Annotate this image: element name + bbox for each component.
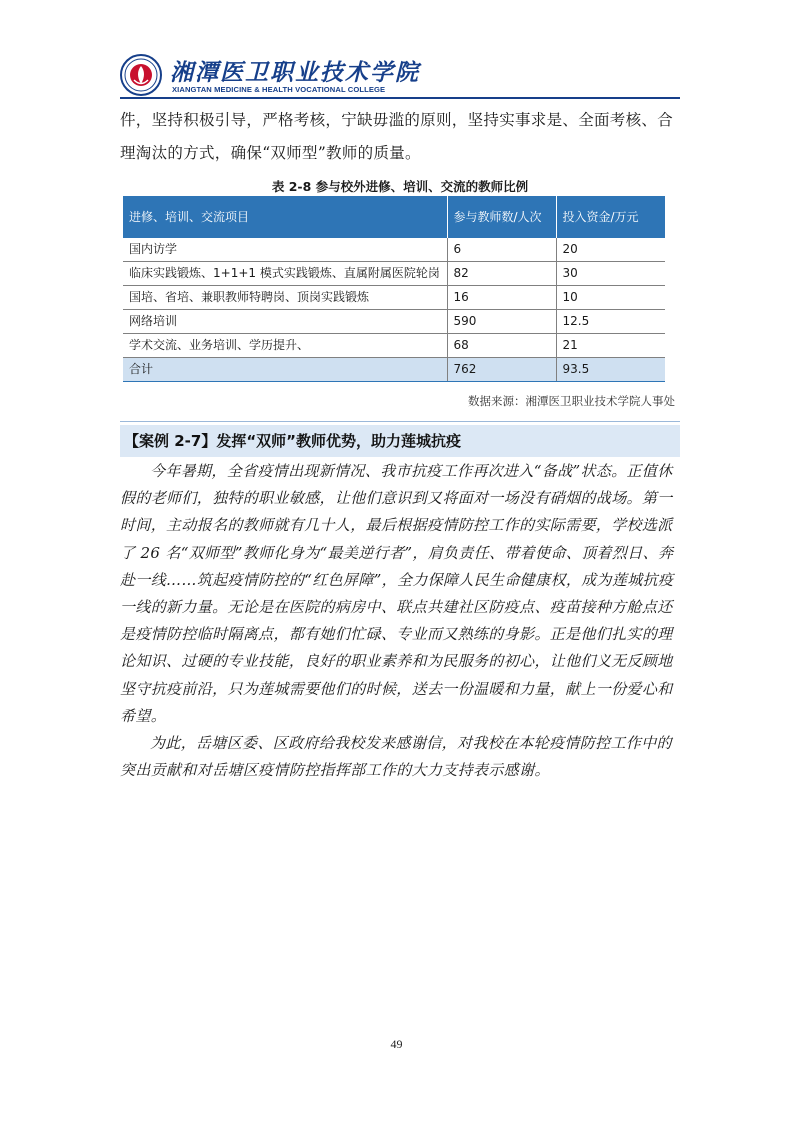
school-name-cn: 湘潭医卫职业技术学院 (170, 59, 420, 86)
table-cell: 30 (556, 262, 665, 286)
case-paragraph: 为此，岳塘区委、区政府给我校发来感谢信，对我校在本轮疫情防控工作中的突出贡献和对岳塘区疫情防控指挥部工作的大力支持表示感谢。 (120, 734, 672, 780)
school-name-en: XIANGTAN MEDICINE & HEALTH VOCATIONAL COLLEGE (172, 85, 386, 94)
table-total-row (123, 358, 665, 382)
table-cell: 临床实践锻炼、1+1+1 模式实践锻炼、直属附属医院轮岗 (123, 262, 447, 286)
intro-paragraph: 件，坚持积极引导，严格考核，宁缺毋滥的原则，坚持实事求是、全面考核、合理淘汰的方式，确保“双师型”教师的质量。 (120, 111, 674, 162)
table-cell: 合计 (123, 358, 447, 382)
table-cell: 国内访学 (123, 238, 447, 262)
table-row (123, 262, 665, 286)
table-cell: 68 (447, 334, 556, 358)
table-cell: 16 (447, 286, 556, 310)
page-header (120, 54, 680, 98)
table-cell: 21 (556, 334, 665, 358)
table-row (123, 286, 665, 310)
table-header-row (123, 196, 665, 238)
case-divider (120, 421, 680, 422)
column-header: 进修、培训、交流项目 (123, 196, 447, 238)
training-table (123, 196, 665, 382)
table-row (123, 238, 665, 262)
case-title: 【案例 2-7】发挥“双师”教师优势，助力莲城抗疫 (124, 432, 462, 450)
table-cell: 学术交流、业务培训、学历提升、 (123, 334, 447, 358)
table-cell: 82 (447, 262, 556, 286)
table-cell: 20 (556, 238, 665, 262)
column-header: 参与教师数/人次 (447, 196, 556, 238)
table-row (123, 310, 665, 334)
table-cell: 网络培训 (123, 310, 447, 334)
school-emblem-icon (120, 54, 162, 96)
case-body (120, 458, 680, 784)
table-cell: 10 (556, 286, 665, 310)
table-cell: 6 (447, 238, 556, 262)
table-cell: 762 (447, 358, 556, 382)
page-number: 49 (390, 1037, 403, 1051)
table-row (123, 334, 665, 358)
table-cell: 590 (447, 310, 556, 334)
header-divider (120, 97, 680, 99)
column-header: 投入资金/万元 (556, 196, 665, 238)
case-paragraph: 今年暑期，全省疫情出现新情况、我市抗疫工作再次进入“备战”状态。正值休假的老师们，独特的职业敏感，让他们意识到又将面对一场没有硝烟的战场。第一时间，主动报名的教师就有几十人，最后根据疫情防控工作的实际需要，学校选派了 26 名“双师型”教师化身为“最美逆行者”，肩负责任、带着使命、顶着烈日、奔赴一线……筑起疫情防控的“红色屏障”，全力保障人民生命健康权，成为莲城抗疫一线的新力量。无论是在医院的病房中、联点共建社区防疫点、疫苗接种方舱点还是疫情防控临时隔离点，都有她们忙碌、专业而又熟练的身影。正是他们扎实的理论知识、过硬的专业技能，良好的职业素养和为民服务的初心，让他们义无反顾地坚守抗疫前沿，只为莲城需要他们的时候，送去一份温暖和力量，献上一份爱心和希望。 (120, 462, 674, 725)
table-cell: 93.5 (556, 358, 665, 382)
table-title: 表 2-8 参与校外进修、培训、交流的教师比例 (271, 179, 529, 194)
table-cell: 12.5 (556, 310, 665, 334)
table-source-note: 数据来源：湘潭医卫职业技术学院人事处 (468, 394, 675, 408)
table-cell: 国培、省培、兼职教师特聘岗、顶岗实践锻炼 (123, 286, 447, 310)
